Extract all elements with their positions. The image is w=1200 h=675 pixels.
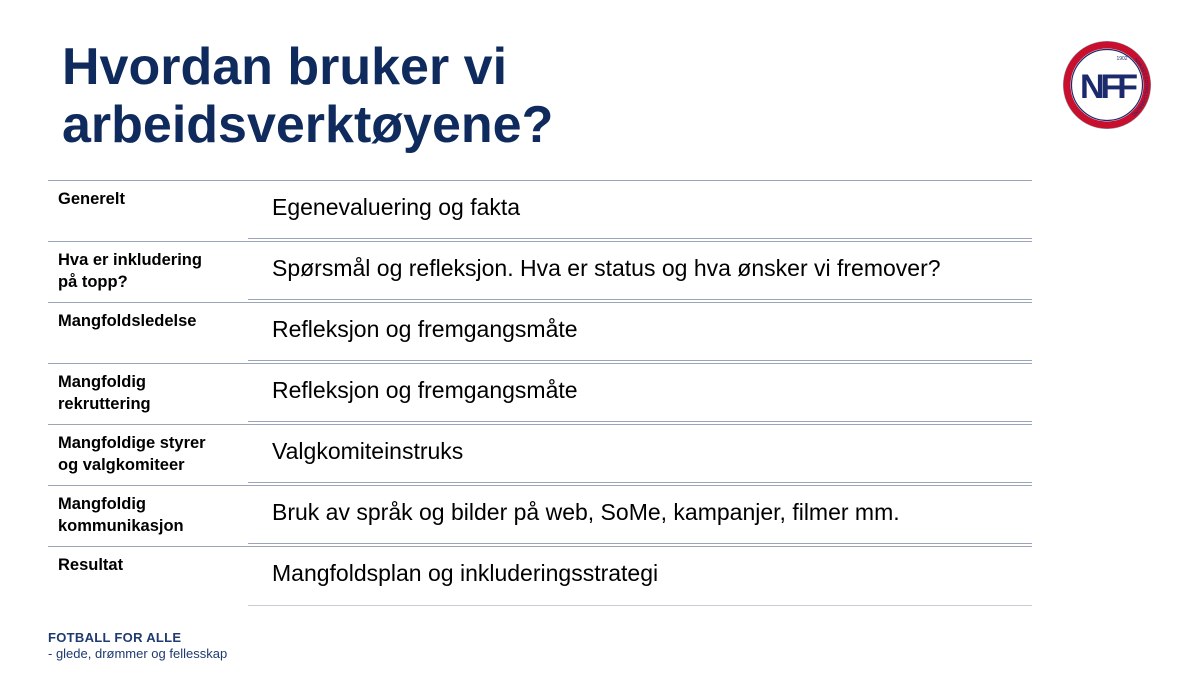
row-description: Refleksjon og fremgangsmåte	[272, 377, 578, 403]
tools-table	[48, 180, 1032, 607]
row-label-line: rekruttering	[58, 395, 151, 413]
row-description: Refleksjon og fremgangsmåte	[272, 316, 578, 342]
row-divider	[48, 180, 1032, 181]
row-description: Spørsmål og refleksjon. Hva er status og hva ønsker vi fremover?	[272, 255, 941, 281]
table-row	[48, 485, 1032, 546]
footer	[48, 630, 227, 662]
table-row	[48, 546, 1032, 607]
row-label	[58, 554, 238, 576]
row-divider	[48, 546, 1032, 547]
footer-tagline: - glede, drømmer og fellesskap	[48, 646, 228, 661]
row-label-line: Mangfoldig	[58, 495, 146, 513]
logo-year: 1902	[1116, 56, 1128, 62]
footer-slogan: FOTBALL FOR ALLE	[48, 630, 182, 645]
row-label-line: Mangfoldsledelse	[58, 312, 197, 330]
title-line-1: Hvordan bruker vi	[62, 38, 508, 96]
row-divider	[48, 302, 1032, 303]
row-divider-desc	[248, 360, 1032, 361]
row-label	[58, 249, 238, 293]
row-divider-desc	[248, 482, 1032, 483]
row-divider-desc	[248, 238, 1032, 239]
row-label-line: Resultat	[58, 556, 124, 574]
table-bottom-rule	[248, 605, 1032, 606]
row-description: Valgkomiteinstruks	[272, 438, 464, 464]
row-description: Egenevaluering og fakta	[272, 194, 521, 220]
row-divider	[48, 363, 1032, 364]
row-description: Bruk av språk og bilder på web, SoMe, kampanjer, filmer mm.	[272, 499, 900, 525]
row-label-line: kommunikasjon	[58, 517, 184, 535]
title-line-2: arbeidsverktøyene?	[62, 96, 554, 154]
table-row	[48, 424, 1032, 485]
row-label	[58, 188, 238, 210]
row-divider	[48, 424, 1032, 425]
row-label	[58, 493, 238, 537]
row-label-line: Mangfoldig	[58, 373, 146, 391]
row-label	[58, 371, 238, 415]
row-label-line: Mangfoldige styrer	[58, 434, 206, 452]
table-row	[48, 180, 1032, 241]
row-divider-desc	[248, 421, 1032, 422]
row-label-line: og valgkomiteer	[58, 456, 185, 474]
row-divider	[48, 485, 1032, 486]
row-description: Mangfoldsplan og inkluderingsstrategi	[272, 560, 659, 586]
row-divider-desc	[248, 543, 1032, 544]
row-label	[58, 310, 238, 332]
table-row	[48, 241, 1032, 302]
table-row	[48, 302, 1032, 363]
nff-logo	[1062, 40, 1152, 130]
row-divider	[48, 241, 1032, 242]
slide-title	[62, 38, 553, 154]
row-label	[58, 432, 238, 476]
row-label-line: Generelt	[58, 190, 125, 208]
table-row	[48, 363, 1032, 424]
row-divider-desc	[248, 299, 1032, 300]
row-label-line: Hva er inkludering	[58, 251, 202, 269]
logo-letters: NFF	[1079, 68, 1135, 106]
row-label-line: på topp?	[58, 273, 128, 291]
logo-ring-text: NORGES FOTBALLFORBUND	[1131, 57, 1150, 118]
